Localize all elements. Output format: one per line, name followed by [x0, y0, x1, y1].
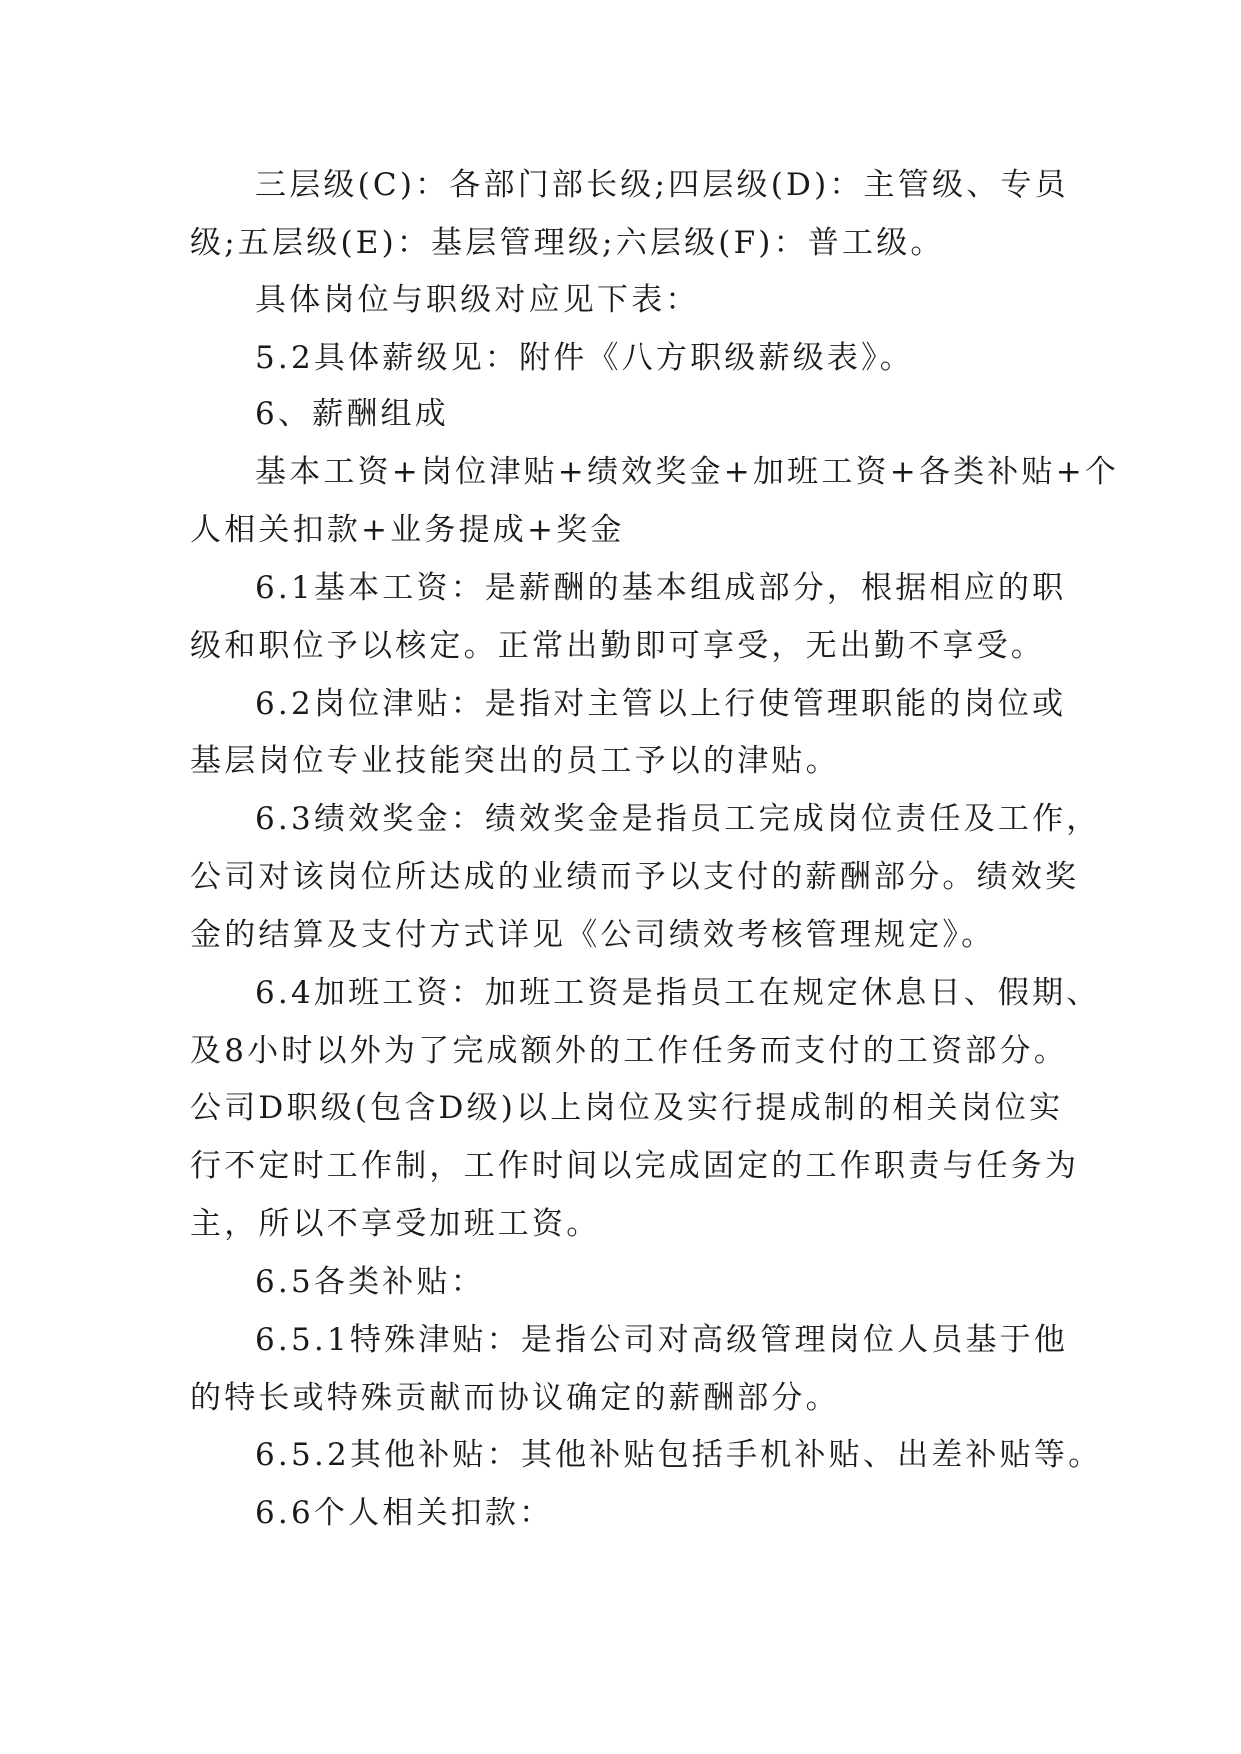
- text-line-2: 级;五层级(E)：基层管理级;六层级(F)：普工级。: [190, 225, 945, 261]
- section-heading-6: 6、薪酬组成: [255, 396, 449, 432]
- text-line-19: 主，所以不享受加班工资。: [190, 1206, 601, 1242]
- text-line-20: 6.5各类补贴：: [255, 1264, 485, 1300]
- text-line-21: 6.5.1特殊津贴：是指公司对高级管理岗位人员基于他: [255, 1322, 1069, 1358]
- text-line-13: 公司对该岗位所达成的业绩而予以支付的薪酬部分。绩效奖: [190, 859, 1080, 895]
- text-line-8: 6.1基本工资：是薪酬的基本组成部分，根据相应的职: [255, 570, 1067, 606]
- text-line-6: 基本工资+岗位津贴+绩效奖金+加班工资+各类补贴+个: [255, 454, 1120, 490]
- text-line-24: 6.6个人相关扣款：: [255, 1495, 554, 1531]
- text-line-3: 具体岗位与职级对应见下表：: [255, 282, 700, 318]
- text-line-14: 金的结算及支付方式详见《公司绩效考核管理规定》。: [190, 917, 996, 953]
- text-line-18: 行不定时工作制，工作时间以完成固定的工作职责与任务为: [190, 1148, 1080, 1184]
- text-line-15: 6.4加班工资：加班工资是指员工在规定休息日、假期、: [255, 975, 1101, 1011]
- text-line-17: 公司D职级(包含D级)以上岗位及实行提成制的相关岗位实: [190, 1090, 1064, 1126]
- text-line-7: 人相关扣款+业务提成+奖金: [190, 512, 625, 548]
- text-line-22: 的特长或特殊贡献而协议确定的薪酬部分。: [190, 1380, 840, 1416]
- text-line-11: 基层岗位专业技能突出的员工予以的津贴。: [190, 743, 840, 779]
- text-line-23: 6.5.2其他补贴：其他补贴包括手机补贴、出差补贴等。: [255, 1437, 1103, 1473]
- text-line-1: 三层级(C)：各部门部长级;四层级(D)：主管级、专员: [255, 167, 1069, 203]
- text-line-16: 及8小时以外为了完成额外的工作任务而支付的工资部分。: [190, 1033, 1068, 1069]
- text-line-9: 级和职位予以核定。正常出勤即可享受，无出勤不享受。: [190, 628, 1045, 664]
- text-line-10: 6.2岗位津贴：是指对主管以上行使管理职能的岗位或: [255, 686, 1067, 722]
- text-line-4: 5.2具体薪级见：附件《八方职级薪级表》。: [255, 340, 914, 376]
- text-line-12: 6.3绩效奖金：绩效奖金是指员工完成岗位责任及工作，: [255, 801, 1101, 837]
